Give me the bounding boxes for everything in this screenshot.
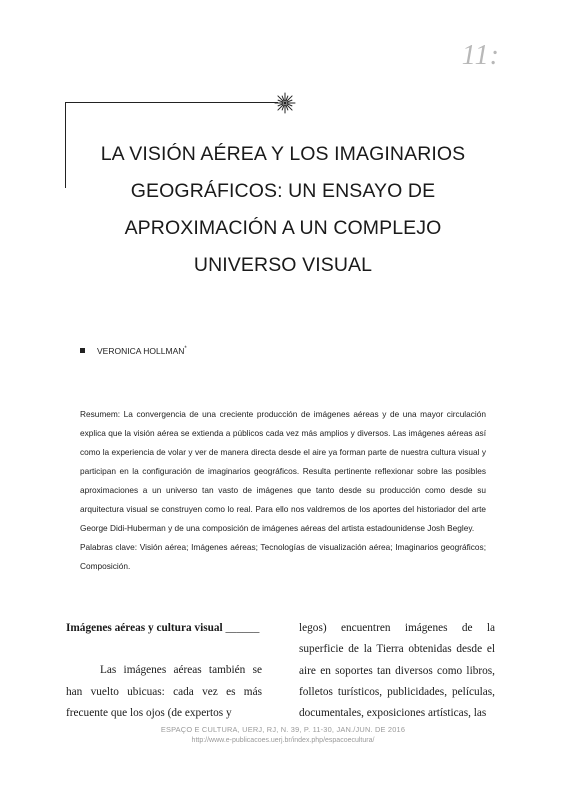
section-heading-blank: ______ (225, 622, 260, 634)
title-line: GEOGRÁFICOS: UN ENSAYO DE (130, 180, 436, 202)
body-column-right (299, 618, 495, 724)
title-line: LA VISIÓN AÉREA Y LOS IMAGINARIOS (100, 143, 466, 165)
decorative-rule-horizontal (65, 102, 278, 103)
keywords: Palabras clave: Visión aérea; Imágenes aéreas; Tecnologías de visualización aérea; Imaginarios geográficos; Composición. (80, 542, 486, 571)
author-line (80, 346, 187, 356)
title-line: APROXIMACIÓN A UN COMPLEJO (124, 217, 442, 239)
body-paragraph: legos) encuentren imágenes de la superficie de la Tierra obtenidas desde el aire en soportes tan diversos como libros, folletos turísticos, publicidades, películas, documentales, exposiciones artísticas, las (299, 622, 495, 720)
footer-url: http://www.e-publicacoes.uerj.br/index.php/espacoecultura/ (191, 737, 375, 744)
author-footnote-marker: * (184, 346, 187, 353)
paragraph-gap (66, 639, 262, 660)
article-title (100, 136, 466, 284)
body-paragraph: Las imágenes aéreas también se han vuelto ubicuas: cada vez es más frecuente que los ojos (de expertos y (66, 664, 262, 719)
title-line: UNIVERSO VISUAL (193, 254, 373, 276)
section-heading-text: Imágenes aéreas y cultura visual (66, 622, 223, 634)
decorative-rule-vertical (65, 102, 66, 188)
square-bullet-icon (80, 348, 85, 353)
body-column-left (66, 618, 262, 724)
abstract-body: Resumem: La convergencia de una creciente producción de imágenes aéreas y de una mayor circulación explica que la visión aérea se extienda a públicos cada vez más amplios y diversos. Las imágenes aéreas así como la experiencia de volar y ver de manera directa desde el aire ya forman parte de nuestra cultura visual y participan en la configuración de imaginarios geográficos. Resulta pertinente reflexionar sobre las posibles aproximaciones a un universo tan vasto de imágenes que tanto desde su producción como desde su arquitectura visual se construyen como lo real. Para ello nos valdremos de los aportes del historiador del arte George Didi-Huberman y de una composición de imágenes aéreas del artista estadounidense Josh Begley. (80, 409, 486, 533)
abstract (80, 405, 486, 576)
page-number: 11: (461, 40, 500, 71)
starburst-icon (274, 92, 296, 114)
author-name: VERONICA HOLLMAN (97, 346, 185, 356)
section-heading (66, 618, 262, 639)
footer-journal: ESPAÇO E CULTURA, UERJ, RJ, N. 39, P. 11-30, JAN./JUN. DE 2016 (160, 725, 406, 734)
